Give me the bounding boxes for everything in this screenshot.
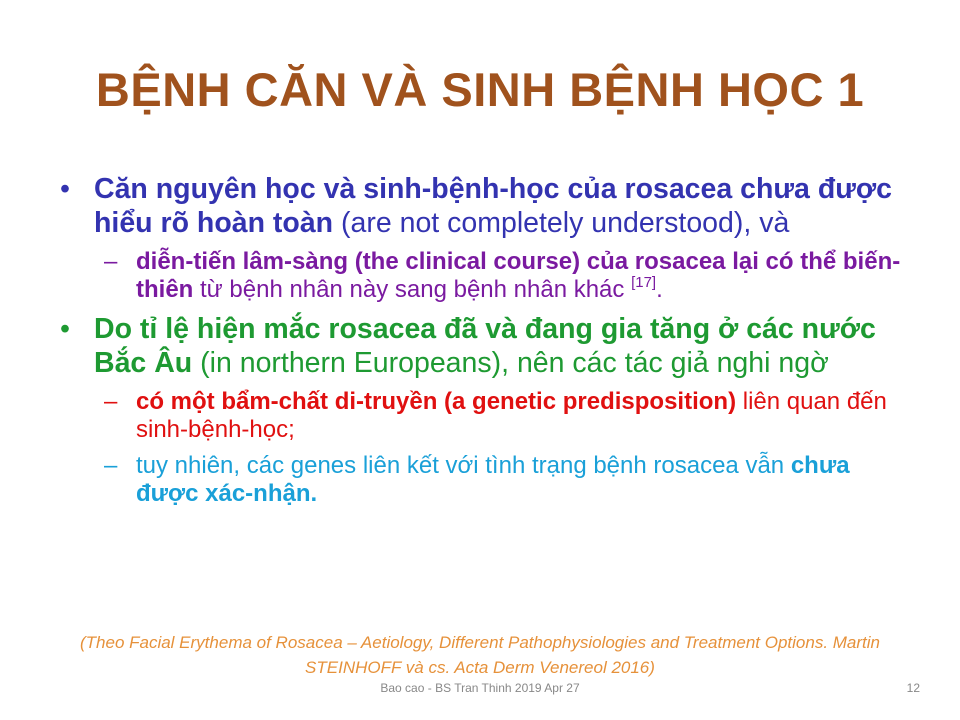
- sub-bullet-1-1-marker: –: [104, 248, 118, 275]
- sub-bullet-1-1-bold: diễn-tiến lâm-sàng (the clinical course) của rosacea lại có thể biến-thiên: [136, 248, 901, 303]
- sub-bullet-2-2-normal: tuy nhiên, các genes liên kết với tình trạng bệnh rosacea vẫn: [136, 452, 791, 479]
- slide-title: BỆNH CĂN VÀ SINH BỆNH HỌC 1: [95, 63, 865, 116]
- sub-bullet-1-1-normal: từ bệnh nhân này sang bệnh nhân khác: [193, 276, 632, 303]
- bullet-1-marker: •: [60, 173, 70, 205]
- bullet-1-normal: (are not completely understood), và: [333, 207, 790, 239]
- footer-text: Bao cao - BS Tran Thinh 2019 Apr 27: [380, 681, 580, 695]
- reference-citation: (Theo Facial Erythema of Rosacea – Aetiology, Different Pathophysiologies and Treatment Options. Martin STEINHOFF và cs. Acta Derm Venereol 2016): [79, 633, 881, 677]
- sub-bullet-1-1-tail: .: [656, 276, 663, 303]
- citation: [17]: [631, 274, 657, 291]
- bullet-2-normal: (in northern Europeans), nên các tác giả nghi ngờ: [192, 347, 829, 379]
- bullet-2-bold: Do tỉ lệ hiện mắc rosacea đã và đang gia tăng ở các nước Bắc Âu: [94, 313, 876, 379]
- page-number: 12: [906, 681, 920, 695]
- sub-bullet-2-2-bold: chưa được xác-nhận.: [136, 452, 850, 507]
- bullet-1-bold: Căn nguyên học và sinh-bệnh-học của rosacea chưa được hiểu rõ hoàn toàn: [94, 173, 892, 239]
- sub-bullet-2-1-marker: –: [104, 388, 118, 415]
- bullet-1: [60, 172, 910, 240]
- sub-bullet-1-1: [94, 248, 910, 304]
- slide-content: [60, 172, 910, 516]
- bullet-2-marker: •: [60, 313, 70, 345]
- sub-bullet-2-1: [94, 388, 910, 444]
- sub-bullet-2-1-bold: có một bẩm-chất di-truyền (a genetic predisposition): [136, 388, 737, 415]
- sub-bullet-2-2: [94, 452, 910, 508]
- bullet-2: [60, 312, 910, 380]
- sub-bullet-2-1-normal: liên quan đến sinh-bệnh-học;: [136, 388, 887, 443]
- sub-bullet-2-2-marker: –: [104, 452, 118, 479]
